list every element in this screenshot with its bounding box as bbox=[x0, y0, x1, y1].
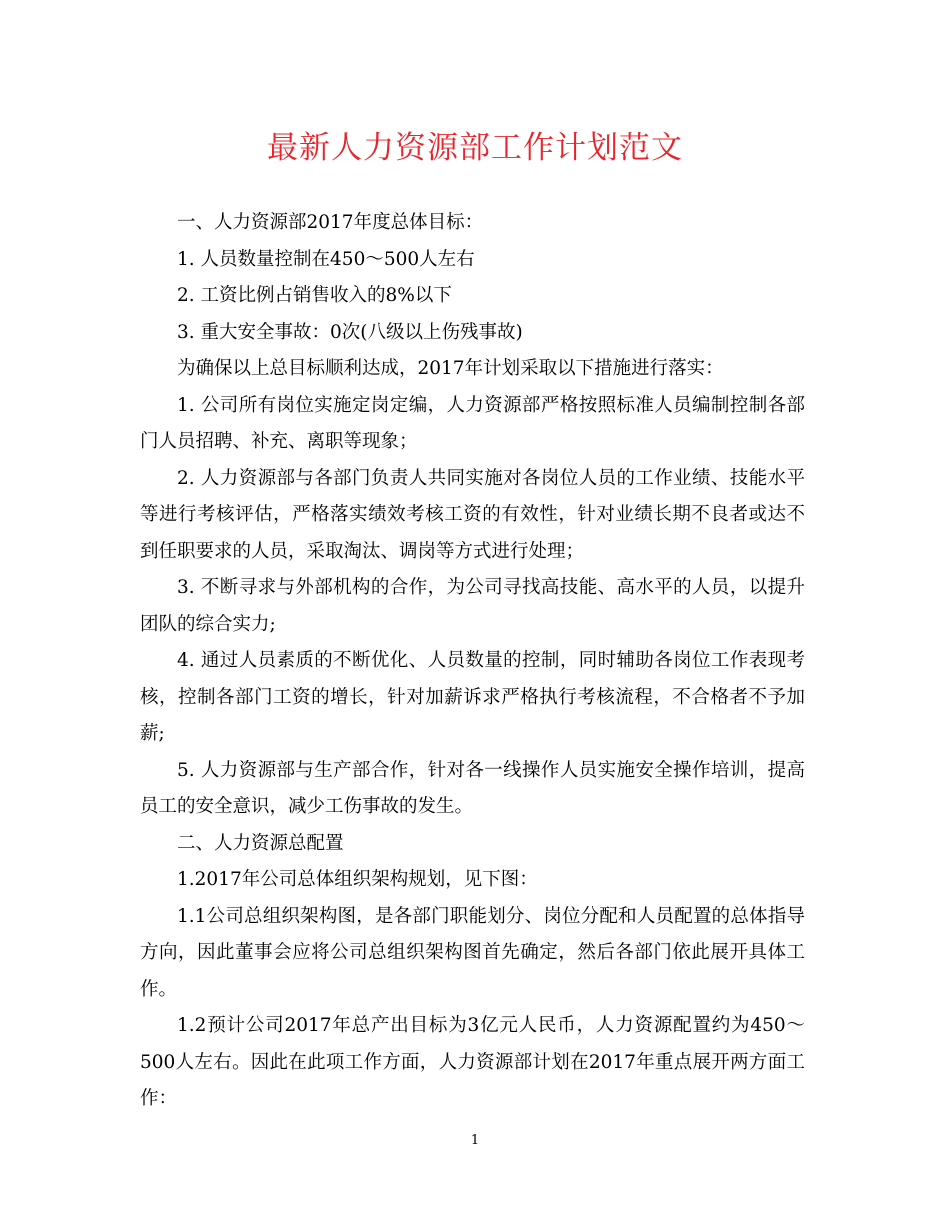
body-paragraph: 1.1公司总组织架构图，是各部门职能划分、岗位分配和人员配置的总体指导方向，因此董事会应将公司总组织架构图首先确定，然后各部门依此展开具体工作。 bbox=[140, 905, 805, 1000]
document-body bbox=[140, 205, 805, 1118]
page-number: 1 bbox=[470, 1133, 480, 1148]
document-title: 最新人力资源部工作计划范文 bbox=[267, 130, 683, 166]
measure-item: 3. 不断寻求与外部机构的合作，为公司寻找高技能、高水平的人员，以提升团队的综合实力; bbox=[140, 577, 805, 635]
measure-item: 2. 人力资源部与各部门负责人共同实施对各岗位人员的工作业绩、技能水平等进行考核评估，严格落实绩效考核工资的有效性，针对业绩长期不良者或达不到任职要求的人员，采取淘汰、调岗等方式进行处理； bbox=[140, 467, 805, 562]
measure-item: 1. 公司所有岗位实施定岗定编，人力资源部严格按照标准人员编制控制各部门人员招聘、补充、离职等现象； bbox=[140, 394, 805, 452]
goal-item: 1. 人员数量控制在450～500人左右 bbox=[177, 248, 475, 270]
body-paragraph: 为确保以上总目标顺利达成，2017年计划采取以下措施进行落实： bbox=[177, 358, 724, 379]
goal-item: 3. 重大安全事故：0次(八级以上伤残事故) bbox=[177, 321, 523, 343]
goal-item: 2. 工资比例占销售收入的8%以下 bbox=[177, 285, 452, 306]
measure-item: 4. 通过人员素质的不断优化、人员数量的控制，同时辅助各岗位工作表现考核，控制各部门工资的增长，针对加薪诉求严格执行考核流程，不合格者不予加薪; bbox=[140, 650, 805, 744]
section-heading: 二、人力资源总配置 bbox=[177, 832, 344, 854]
measure-item: 5. 人力资源部与生产部合作，针对各一线操作人员实施安全操作培训，提高员工的安全意识，减少工伤事故的发生。 bbox=[140, 759, 805, 817]
body-paragraph: 1.2预计公司2017年总产出目标为3亿元人民币，人力资源配置约为450～500人左右。因此在此项工作方面，人力资源部计划在2017年重点展开两方面工作： bbox=[140, 1015, 805, 1109]
section-heading: 一、人力资源部2017年度总体目标： bbox=[177, 212, 484, 233]
body-paragraph: 1.2017年公司总体组织架构规划，见下图： bbox=[177, 869, 538, 890]
